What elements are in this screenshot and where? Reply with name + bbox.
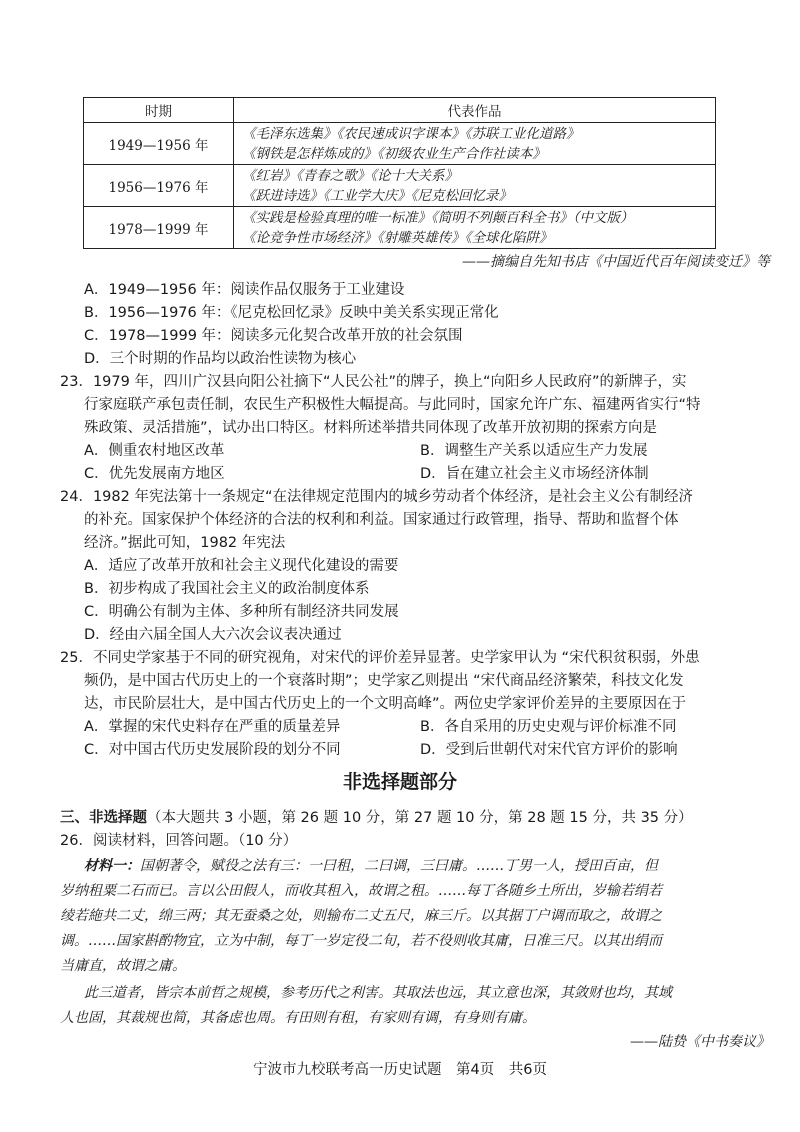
q24-option-b: B．初步构成了我国社会主义的政治制度体系: [84, 581, 370, 597]
q23-stem-line: 23．1979 年，四川广汉县向阳公社摘下“人民公社”的牌子，换上“向阳乡人民政府”的新牌子，实: [60, 374, 687, 390]
header-works: 代表作品: [234, 98, 716, 123]
table-header-row: [84, 98, 716, 123]
material-line: [84, 855, 658, 877]
q23-stem-line: 行家庭联产承包责任制，农民生产积极性大幅提高。与此同时，国家允许广东、福建两省实行“特: [84, 397, 701, 413]
q26-head: 26．阅读材料，回答问题。（10 分）: [60, 833, 298, 849]
table-source: ——摘编自先知书店《中国近代百年阅读变迁》等: [462, 254, 770, 270]
q25-stem-line: 达，市民阶层壮大，是中国古代历史上的一个文明高峰”。两位史学家评价差异的主要原因在于: [84, 696, 687, 712]
header-period: 时期: [84, 98, 234, 123]
works-line: 《红岩》《青春之歌》《论十大关系》: [242, 167, 458, 184]
material-line: 此三道者，皆宗本前哲之规模，参考历代之利害。其取法也远，其立意也深，其敛财也均，其域: [84, 985, 672, 1001]
q24-stem-line: 的补充。国家保护个体经济的合法的权利和利益。国家通过行政管理，指导、帮助和监督个体: [84, 512, 679, 528]
material-line: 人也固，其裁规也简，其备虑也周。有田则有租，有家则有调，有身则有庸。: [60, 1010, 536, 1026]
works-cell: [234, 165, 716, 207]
q24-option-a: A．适应了改革开放和社会主义现代化建设的需要: [84, 558, 399, 574]
reading-works-table: [83, 97, 716, 249]
q25-option-b: B．各自采用的历史史观与评价标准不同: [420, 719, 677, 735]
works-line: 《论竞争性市场经济》《射雕英雄传》《全球化陷阱》: [242, 229, 553, 246]
works-line: 《跃进诗选》《工业学大庆》《尼克松回忆录》: [242, 187, 512, 204]
part3-title: 三、非选择题: [60, 810, 147, 826]
material-line: 岁纳租粟二石而已。言以公田假人，而收其租入，故谓之租。……每丁各随乡土所出，岁输若绢若: [60, 883, 662, 899]
table-row: [84, 207, 716, 249]
q25-option-c: C．对中国古代历史发展阶段的划分不同: [84, 742, 341, 758]
q25-stem-line: 25．不同史学家基于不同的研究视角，对宋代的评价差异显著。史学家甲认为 “宋代积贫积弱，外患: [60, 650, 700, 666]
material-text: 国朝著令，赋役之法有三：一曰租，二曰调，三曰庸。……丁男一人，授田百亩，但: [140, 858, 658, 874]
works-line: 《钢铁是怎样炼成的》《初级农业生产合作社读本》: [242, 145, 546, 162]
material-line: 绫若絁共二丈，绵三两；其无蚕桑之处，则输布二丈五尺，麻三斤。以其据丁户调而取之，故谓之: [60, 908, 662, 924]
q24-option-d: D．经由六届全国人大六次会议表决通过: [84, 627, 342, 643]
works-line: 《毛泽东选集》《农民速成识字课本》《苏联工业化道路》: [242, 125, 580, 142]
table-row: [84, 123, 716, 165]
q24-stem-line: 经济。”据此可知，1982 年宪法: [84, 535, 286, 551]
q22-option-b: B．1956—1976 年：《尼克松回忆录》反映中美关系实现正常化: [84, 305, 499, 321]
q23-option-d: D．旨在建立社会主义市场经济体制: [420, 466, 649, 482]
part3-header: [60, 807, 693, 829]
q24-stem-line: 24．1982 年宪法第十一条规定“在法律规定范围内的城乡劳动者个体经济，是社会主义公有制经济: [60, 489, 693, 505]
period-cell: 1949—1956 年: [84, 123, 234, 165]
q25-stem-line: 频仍，是中国古代历史上的一个衰落时期”；史学家乙则提出 “宋代商品经济繁荣，科技文化发: [84, 673, 684, 689]
part3-desc: （本大题共 3 小题，第 26 题 10 分，第 27 题 10 分，第 28 题 15 分，共 35 分）: [147, 810, 693, 826]
q23-stem-line: 殊政策、灵活措施”，试办出口特区。材料所述举措共同体现了改革开放初期的探索方向是: [84, 420, 658, 436]
material-line: 调。……国家斟酌物宜，立为中制，每丁一岁定役二旬，若不役则收其庸，日准三尺。以其出绢而: [60, 933, 662, 949]
works-cell: [234, 123, 716, 165]
q23-option-a: A．侧重农村地区改革: [84, 443, 225, 459]
q22-option-a: A．1949—1956 年：阅读作品仅服务于工业建设: [84, 282, 405, 298]
material-line: 当庸直，故谓之庸。: [60, 958, 186, 974]
table-row: [84, 165, 716, 207]
q23-option-b: B．调整生产关系以适应生产力发展: [420, 443, 648, 459]
q25-option-d: D．受到后世朝代对宋代官方评价的影响: [420, 742, 678, 758]
material-label: 材料一：: [84, 858, 140, 874]
q25-option-a: A．掌握的宋代史料存在严重的质量差异: [84, 719, 341, 735]
material-source: ——陆贽《中书奏议》: [630, 1034, 770, 1050]
works-cell: [234, 207, 716, 249]
section-title: 非选择题部分: [342, 771, 457, 793]
q24-option-c: C．明确公有制为主体、多种所有制经济共同发展: [84, 604, 399, 620]
period-cell: 1956—1976 年: [84, 165, 234, 207]
q22-option-d: D．三个时期的作品均以政治性读物为核心: [84, 351, 357, 367]
page-footer: 宁波市九校联考高一历史试题 第4页 共6页: [253, 1062, 547, 1078]
q23-option-c: C．优先发展南方地区: [84, 466, 225, 482]
works-line: 《实践是检验真理的唯一标准》《简明不列颠百科全书》（中文版）: [242, 209, 634, 226]
q22-option-c: C．1978—1999 年：阅读多元化契合改革开放的社会氛围: [84, 328, 463, 344]
period-cell: 1978—1999 年: [84, 207, 234, 249]
